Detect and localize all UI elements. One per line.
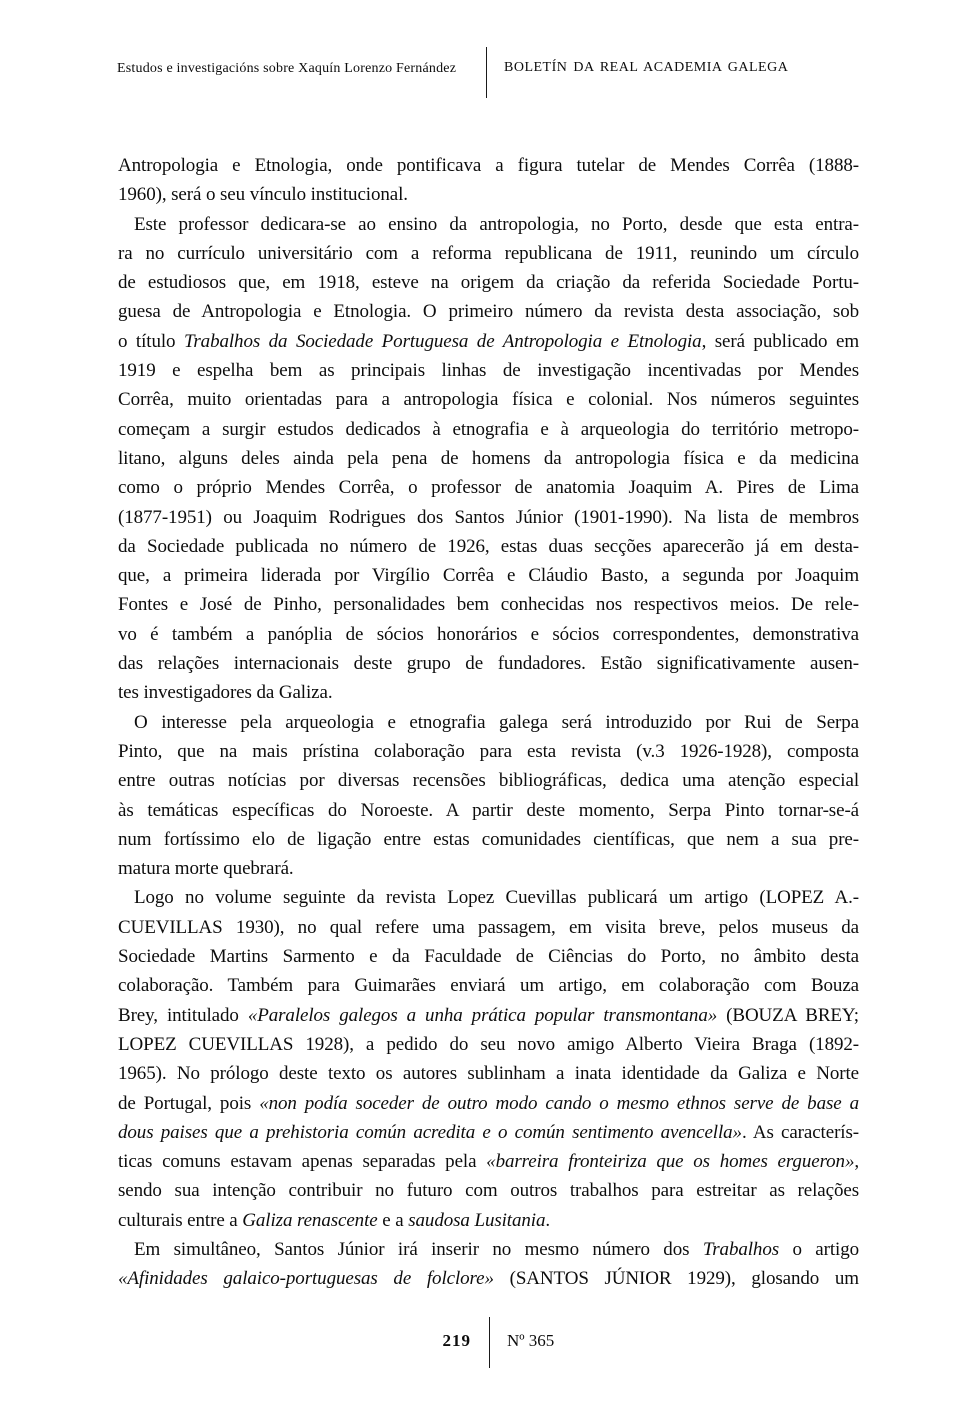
text-line: começam a surgir estudos dedicados à etnografia e à arqueologia do território metropo- (118, 418, 859, 440)
text-line: sendo sua intenção contribuir no futuro com outros trabalhos para estreitar as relações (118, 1180, 859, 1202)
text-line: num fortíssimo elo de ligação entre estas comunidades científicas, que nem a sua pre- (118, 828, 859, 850)
text-line: Pinto, que na mais prístina colaboração para esta revista (v.3 1926-1928), composta (118, 740, 859, 762)
text-line: às temáticas específicas do Noroeste. A partir deste momento, Serpa Pinto tornar-se-á (118, 799, 859, 821)
text-line: colaboração. Também para Guimarães enviará um artigo, em colaboração com Bouza (118, 975, 859, 997)
text-line: das relações internacionais deste grupo de fundadores. Estão significativamente ausen- (118, 653, 859, 675)
text-line: tes investigadores da Galiza. (118, 682, 333, 704)
text-line: da Sociedade publicada no número de 1926, estas duas secções aparecerão já em desta- (118, 535, 859, 557)
text-line: «Afinidades galaico-portuguesas de folclore» (SANTOS JÚNIOR 1929), glosando um (118, 1268, 859, 1290)
text-line: matura morte quebrará. (118, 858, 294, 880)
header-divider (486, 47, 487, 98)
header-running-title-left: Estudos e investigacións sobre Xaquín Lorenzo Fernández (117, 61, 457, 76)
text-line: dous paises que a prehistoria común acredita e o común sentimento avencella». As caracterís- (118, 1121, 859, 1143)
text-line: entre outras notícias por diversas recensões bibliográficas, dedica uma atenção especial (118, 770, 859, 792)
article-text (118, 151, 859, 1294)
header-journal-title: BOLETÍN DA REAL ACADEMIA GALEGA (504, 60, 789, 75)
text-line: Logo no volume seguinte da revista Lopez Cuevillas publicará um artigo (LOPEZ A.- (134, 887, 859, 909)
text-line: Antropologia e Etnologia, onde pontificava a figura tutelar de Mendes Corrêa (1888- (118, 155, 859, 176)
text-line: ticas comuns estavam apenas separadas pela «barreira fronteiriza que os homes ergueron», (118, 1151, 859, 1173)
text-line: Corrêa, muito orientadas para a antropologia física e colonial. Nos números seguintes (118, 389, 859, 411)
text-line: (1877-1951) ou Joaquim Rodrigues dos Santos Júnior (1901-1990). Na lista de membros (118, 506, 859, 528)
text-line: vo é também a panóplia de sócios honorários e sócios correspondentes, demonstrativa (118, 623, 859, 645)
text-line: 1960), será o seu vínculo institucional. (118, 184, 408, 206)
text-line: guesa de Antropologia e Etnologia. O primeiro número da revista desta associação, sob (118, 301, 859, 323)
footer-issue-number: Nº 365 (507, 1331, 555, 1350)
text-line: 1965). No prólogo deste texto os autores sublinham a inata identidade da Galiza e Norte (118, 1063, 859, 1085)
text-line: CUEVILLAS 1930), no qual refere uma passagem, em visita breve, pelos museus da (118, 916, 859, 938)
text-line: de Portugal, pois «non podía soceder de outro modo cando o mesmo ethnos serve de base a (118, 1092, 859, 1114)
text-line: Este professor dedicara-se ao ensino da antropologia, no Porto, desde que esta entra- (134, 213, 859, 235)
text-line: o título Trabalhos da Sociedade Portuguesa de Antropologia e Etnologia, será publicado em (118, 330, 859, 352)
text-line: como o próprio Mendes Corrêa, o professor de anatomia Joaquim A. Pires de Lima (118, 477, 859, 499)
footer-divider (489, 1317, 490, 1368)
text-line: 1919 e espelha bem as principais linhas de investigação incentivadas por Mendes (118, 360, 859, 382)
footer-page-number: 219 (442, 1331, 471, 1350)
text-line: Sociedade Martins Sarmento e da Faculdade de Ciências do Porto, no âmbito desta (118, 946, 859, 968)
text-line: Fontes e José de Pinho, personalidades bem conhecidas nos respectivos meios. De rele- (118, 594, 859, 616)
text-line: O interesse pela arqueologia e etnografia galega será introduzido por Rui de Serpa (134, 711, 859, 733)
text-line: Brey, intitulado «Paralelos galegos a unha prática popular transmontana» (BOUZA BREY; (118, 1004, 859, 1026)
text-line: litano, alguns deles ainda pela pena de homens da antropologia física e da medicina (118, 447, 859, 469)
text-line: ra no currículo universitário com a reforma republicana de 1911, reunindo um círculo (118, 242, 859, 264)
text-line: LOPEZ CUEVILLAS 1928), a pedido do seu novo amigo Alberto Vieira Braga (1892- (118, 1033, 859, 1055)
text-line: culturais entre a Galiza renascente e a saudosa Lusitania. (118, 1209, 551, 1231)
text-line: Em simultâneo, Santos Júnior irá inserir no mesmo número dos Trabalhos o artigo (134, 1238, 859, 1260)
text-line: de estudiosos que, em 1918, esteve na origem da criação da referida Sociedade Portu- (118, 272, 859, 294)
text-line: que, a primeira liderada por Virgílio Corrêa e Cláudio Basto, a segunda por Joaquim (118, 565, 859, 587)
